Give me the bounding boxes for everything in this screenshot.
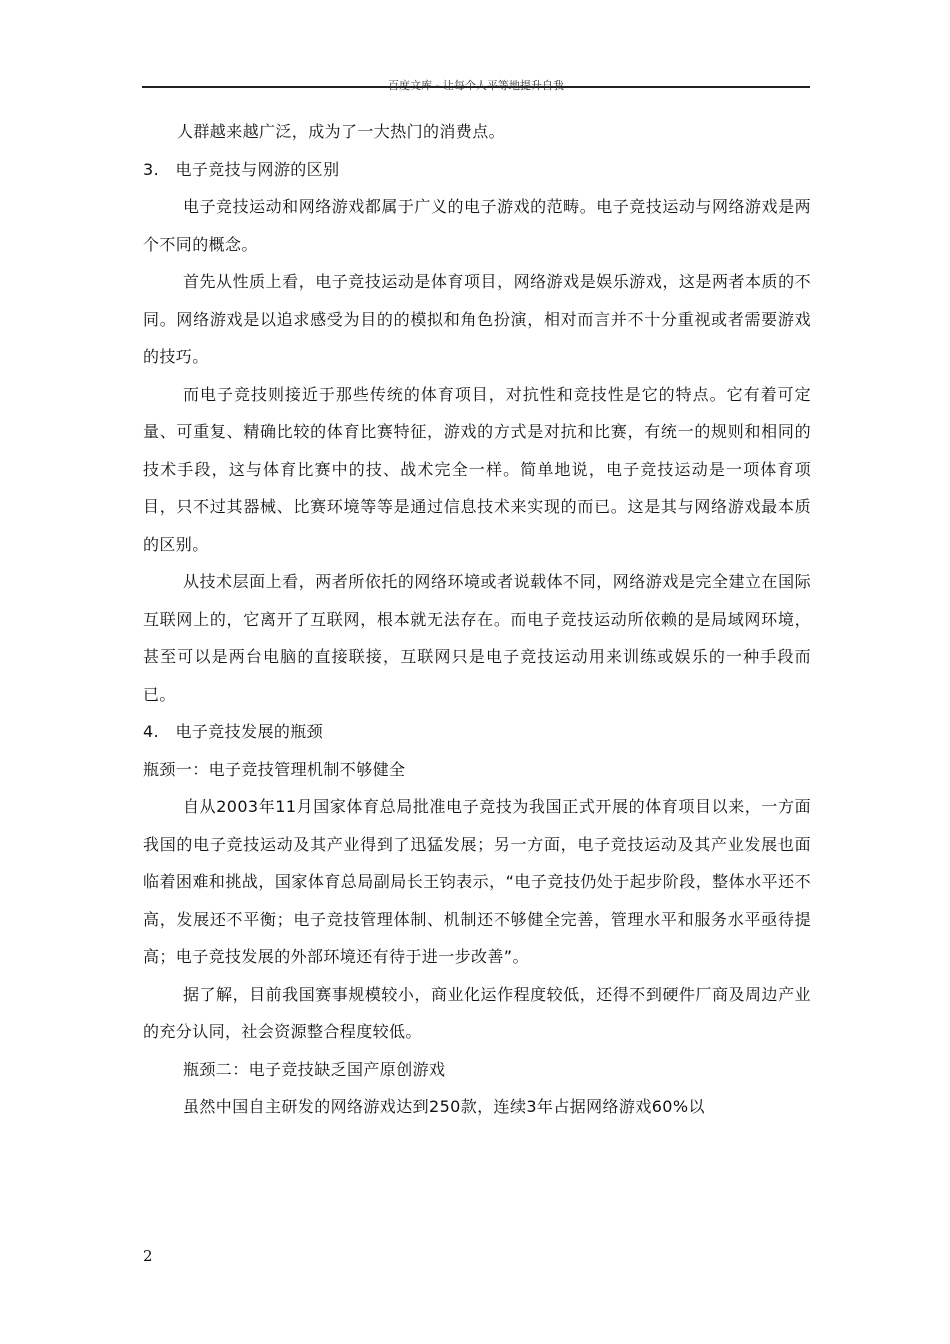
subsection-heading: 瓶颈二：电子竞技缺乏国产原创游戏 (183, 1059, 446, 1079)
paragraph: 自从2003年11月国家体育总局批准电子竞技为我国正式开展的体育项目以来，一方面我国的电子竞技运动及其产业得到了迅猛发展；另一方面，电子竞技运动及其产业发展也面临着困难和挑战，国家体育总局副局长王钧表示，“电子竞技仍处于起步阶段，整体水平还不高，发展还不平衡；电子竞技管理体制、机制还不够健全完善，管理水平和服务水平亟待提高；电子竞技发展的外部环境还有待于进一步改善”。 (143, 797, 811, 966)
header-text: 百度文库 - 让每个人平等地提升自我 (388, 79, 564, 92)
paragraph: 首先从性质上看，电子竞技运动是体育项目，网络游戏是娱乐游戏，这是两者本质的不同。网络游戏是以追求感受为目的的模拟和角色扮演，相对而言并不十分重视或者需要游戏的技巧。 (143, 272, 811, 366)
page-header (142, 72, 810, 92)
paragraph: 人群越来越广泛，成为了一大热门的消费点。 (177, 122, 506, 141)
subsection-heading: 瓶颈一：电子竞技管理机制不够健全 (143, 759, 406, 779)
paragraph: 而电子竞技则接近于那些传统的体育项目，对抗性和竞技性是它的特点。它有着可定量、可重复、精确比较的体育比赛特征，游戏的方式是对抗和比赛，有统一的规则和相同的技术手段，这与体育比赛中的技、战术完全一样。简单地说，电子竞技运动是一项体育项目，只不过其器械、比赛环境等等是通过信息技术来实现的而已。这是其与网络游戏最本质的区别。 (143, 384, 811, 554)
paragraph: 从技术层面上看，两者所依托的网络环境或者说载体不同，网络游戏是完全建立在国际互联网上的，它离开了互联网，根本就无法存在。而电子竞技运动所依赖的是局域网环境，甚至可以是两台电脑的直接联接，互联网只是电子竞技运动用来训练或娱乐的一种手段而已。 (143, 572, 811, 704)
paragraph: 电子竞技运动和网络游戏都属于广义的电子游戏的范畴。电子竞技运动与网络游戏是两个不同的概念。 (143, 197, 811, 254)
document-body (143, 113, 811, 1126)
section-heading: 3. 电子竞技与网游的区别 (143, 159, 340, 179)
paragraph: 虽然中国自主研发的网络游戏达到250款，连续3年占据网络游戏60%以 (183, 1097, 705, 1116)
paragraph: 据了解，目前我国赛事规模较小，商业化运作程度较低，还得不到硬件厂商及周边产业的充分认同，社会资源整合程度较低。 (143, 984, 811, 1041)
page-number: 2 (143, 1247, 153, 1265)
section-heading: 4. 电子竞技发展的瓶颈 (143, 722, 324, 741)
